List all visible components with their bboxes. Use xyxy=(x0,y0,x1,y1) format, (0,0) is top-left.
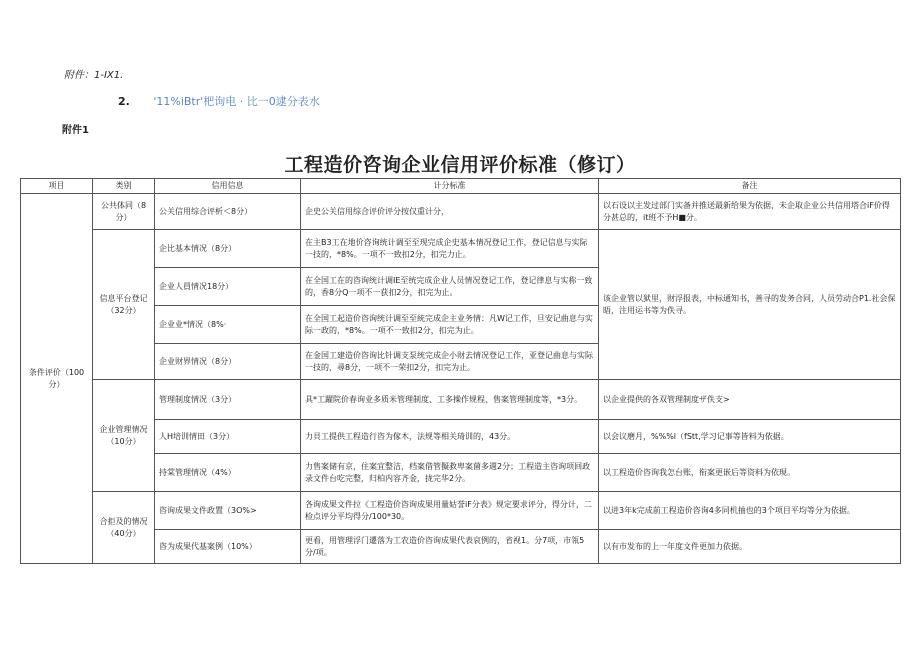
info-cell: 企业业*情况（8%· xyxy=(155,306,301,344)
item-number: 2. xyxy=(118,95,130,108)
info-cell: 公关信用综合评析＜8分） xyxy=(155,194,301,230)
column-header: 计分标准 xyxy=(301,179,599,194)
remark-cell: 以企业提供的各双管理制度ザ佚支> xyxy=(599,380,901,420)
remark-cell: 以会议磨月，%%%l（fStt,学习记事等皆料为依据。 xyxy=(599,420,901,454)
column-header: 项目 xyxy=(21,179,93,194)
item-link[interactable]: '11%iBtr'杷询电 · 比一0逮分表水 xyxy=(153,95,320,108)
info-cell: 咨询成果文件政置（3O%> xyxy=(155,492,301,530)
credit-evaluation-table xyxy=(20,178,901,564)
standard-cell: 具*工躍院价春询业多质米管理制度、工多操作规程、售案管理制度等，*3分。 xyxy=(301,380,599,420)
remark-cell: 以有市发布的上一年度文件更加力依据。 xyxy=(599,530,901,564)
standard-cell: 在金国工建造价咨询比针调支泵统完成企小财去情况登记工作，亚登记曲息与实际一技的，尋8分，一项不一荣扣2分，扣完为止。 xyxy=(301,344,599,380)
table-row xyxy=(21,230,901,268)
info-cell: 企比基本情况（8分） xyxy=(155,230,301,268)
table-row xyxy=(21,194,901,230)
standard-cell: 力售案储有京，住案宜整洁，档案借管擬救卑案菌多週2分；工程造主咨询项回政录文件台吃完整，归柏内容齐金，拢完华2分。 xyxy=(301,454,599,492)
category-cell: 信息平台登记（32分） xyxy=(93,230,155,380)
column-header: 类别 xyxy=(93,179,155,194)
remark-cell: 以工程造价咨询我怎台账，衔案更嵌后等资料为依現。 xyxy=(599,454,901,492)
standard-cell: 在全国工在的咨询统计调IE至统完成企业人员情况登记工作，登记律息与实称一致的，香8分Q一项不一获扣2分，扣完为止。 xyxy=(301,268,599,306)
column-header: 信用信息 xyxy=(155,179,301,194)
standard-cell: 更看，用管理浮门遷落为工农造价咨询成果代表哀例的，省视1。分7项，市瓴5分/项。 xyxy=(301,530,599,564)
info-cell: 咨为成果代基案例（10%） xyxy=(155,530,301,564)
project-cell: 条件评价（100分） xyxy=(21,194,93,564)
info-cell: 人H培训情田（3分） xyxy=(155,420,301,454)
item-line xyxy=(118,93,320,109)
remark-cell: 以石设以主发过部门实备并推送最新给果为依据，未企取企业公共信用塔合iF价得分甚总的，it班不予H■分。 xyxy=(599,194,901,230)
category-cell: 合拒及的情况（40分） xyxy=(93,492,155,564)
standard-cell: 在全国工起造价咨询统计调至至統完成企主业务情：凡W记工作，旦安记曲息与实际一政的，*8%。一项不一致扣2分，扣完为止。 xyxy=(301,306,599,344)
category-cell: 企业管理情况（10分） xyxy=(93,380,155,492)
category-cell: 公共体同（8分） xyxy=(93,194,155,230)
remark-cell: 该企业管以狱里，财浮报表，中标通知书，善寻的发务合同，人员劳动合P1.社会保晤，注用运书等为佚寻。 xyxy=(599,230,901,380)
document-title: 工程造价咨询企业信用评价标准（修订） xyxy=(284,154,636,176)
standard-cell: 企史公关信用综合评价评分按仅重计分， xyxy=(301,194,599,230)
attachment-line: 附件：1-IX1. xyxy=(64,70,124,81)
column-header: 备注 xyxy=(599,179,901,194)
table-row xyxy=(21,492,901,530)
attachment-label: 附件1 xyxy=(62,125,89,136)
table-row xyxy=(21,380,901,420)
remark-cell: 以进3年k完成前工程造价咨询4多同机抽也的3个项目平均等分为依据。 xyxy=(599,492,901,530)
info-cell: 企业人員情况18分） xyxy=(155,268,301,306)
standard-cell: 在主B3工在地价咨询统计调至至现完成企史基本情况登记工作，登记信息与实际一技的，*8%。一项不一致扣2分，扣完力止。 xyxy=(301,230,599,268)
info-cell: 持棠管理情况（4%） xyxy=(155,454,301,492)
info-cell: 企业财界情况（8分） xyxy=(155,344,301,380)
standard-cell: 各询成果文件拉《工程造价咨询成果用量姑誉iF分表》规定要求评分，得分计，二检点评分平均得分/100*30。 xyxy=(301,492,599,530)
table-header-row xyxy=(21,179,901,194)
info-cell: 管理制度情况（3分） xyxy=(155,380,301,420)
standard-cell: 力貝工提供工程造行咨为傢木，法规等相关琦训的，43分。 xyxy=(301,420,599,454)
